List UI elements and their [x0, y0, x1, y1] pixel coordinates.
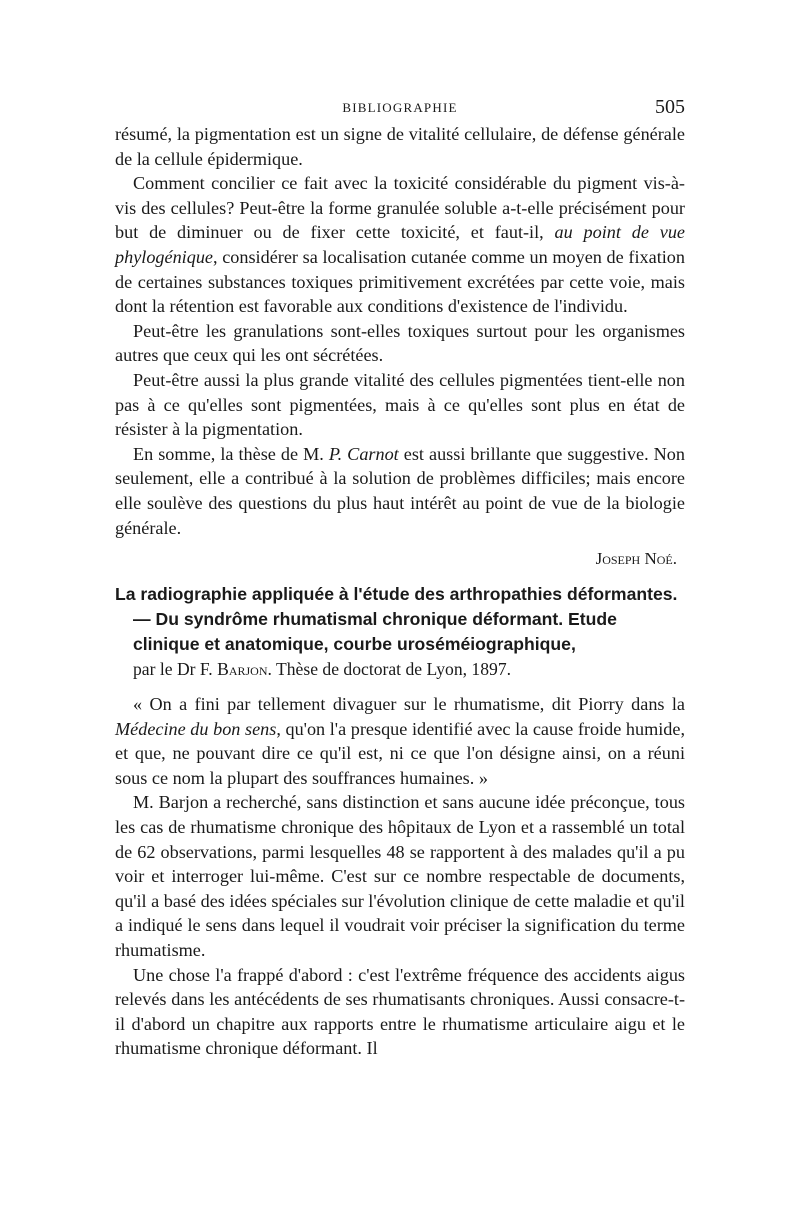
paragraph-5-text-b: est aussi brillante que suggestive. Non seulement, elle a contribué à la solution de problèmes difficiles; mais encore elle soulève des questions du plus haut intérêt au point de vue de la biologie générale.: [115, 443, 685, 538]
running-title: BIBLIOGRAPHIE: [342, 100, 458, 115]
paragraph-4: Peut-être aussi la plus grande vitalité des cellules pigmentées tient-elle non pas à ce qu'elles sont pigmentées, mais à ce qu'elles sont plus en état de résister à la pigmentation.: [115, 369, 685, 440]
review-paragraph-1: [115, 692, 685, 790]
paragraph-2-text-a: Comment concilier ce fait avec la toxicité considérable du pigment vis-à-vis des cellules? Peut-être la forme granulée soluble a-t-elle précisément pour but de diminuer ou de fixer cette toxicité, et faut-il,: [115, 173, 685, 243]
review-paragraph-1-italic: Médecine du bon sens: [115, 718, 277, 739]
running-head: [115, 96, 685, 122]
book-page: [115, 96, 685, 1061]
review-paragraph-2: M. Barjon a recherché, sans distinction et sans aucune idée préconçue, tous les cas de rhumatisme chronique des hôpitaux de Lyon et a rassemblé un total de 62 observations, parmi lesquelles 48 se rapportent à des malades qu'il a pu voir et interroger lui-même. C'est sur ce nombre respectable de documents, qu'il a basé des idées spéciales sur l'évolution clinique de cette maladie et qu'il a indiqué le sens dans lequel il voudrait voir préciser la signification du terme rhumatisme.: [115, 792, 685, 961]
review-paragraph-1-text-a: « On a fini par tellement divaguer sur le rhumatisme, dit Piorry dans la: [133, 694, 685, 715]
review-paragraph-3: Une chose l'a frappé d'abord : c'est l'extrême fréquence des accidents aigus relevés dans les antécédents de ses rhumatisants chroniques. Aussi consacre-t-il d'abord un chapitre aux rapports entre le rhumatisme articulaire aigu et le rhumatisme chronique déformant. Il: [115, 964, 685, 1059]
review-paragraph-1-text-b: , qu'on l'a presque identifié avec la cause froide humide, et que, ne pouvant dire ce qu'il est, ni ce que l'on désigne ainsi, on a réuni sous ce nom la plupart des souffrances humaines. »: [115, 718, 685, 788]
byline-suffix: . Thèse de doctorat de Lyon, 1897.: [267, 659, 512, 680]
paragraph-2: [115, 171, 685, 319]
byline-author: Barjon: [217, 659, 268, 680]
page-number: 505: [655, 96, 685, 118]
paragraph-5: [115, 442, 685, 540]
paragraph-2-text-b: , considérer sa localisation cutanée comme un moyen de fixation de certaines substances toxiques primitivement excrétées par cette voie, mais dont la rétention est favorable aux conditions d'existence de l'individu.: [115, 246, 685, 317]
paragraph-3: Peut-être les granulations sont-elles toxiques surtout pour les organismes autres que ceux qui les ont sécrétées.: [115, 320, 685, 366]
spacer: [115, 682, 685, 692]
paragraph-5-text-a: En somme, la thèse de M.: [133, 443, 329, 464]
paragraph-5-italic: P. Carnot: [328, 443, 399, 464]
paragraph-1: résumé, la pigmentation est un signe de vitalité cellulaire, de défense générale de la cellule épidermique.: [115, 124, 685, 169]
signature: Joseph Noé.: [595, 549, 677, 569]
paragraph-2-italic: au point de vue phylogénique: [115, 222, 685, 267]
review-heading: La radiographie appliquée à l'étude des arthropathies déformantes. — Du syndrôme rhumatismal chronique déformant. Etude clinique et anatomique, courbe uroséméiographique,: [115, 584, 678, 655]
review-byline: [115, 657, 685, 682]
byline-prefix: par le Dr F.: [133, 659, 218, 680]
